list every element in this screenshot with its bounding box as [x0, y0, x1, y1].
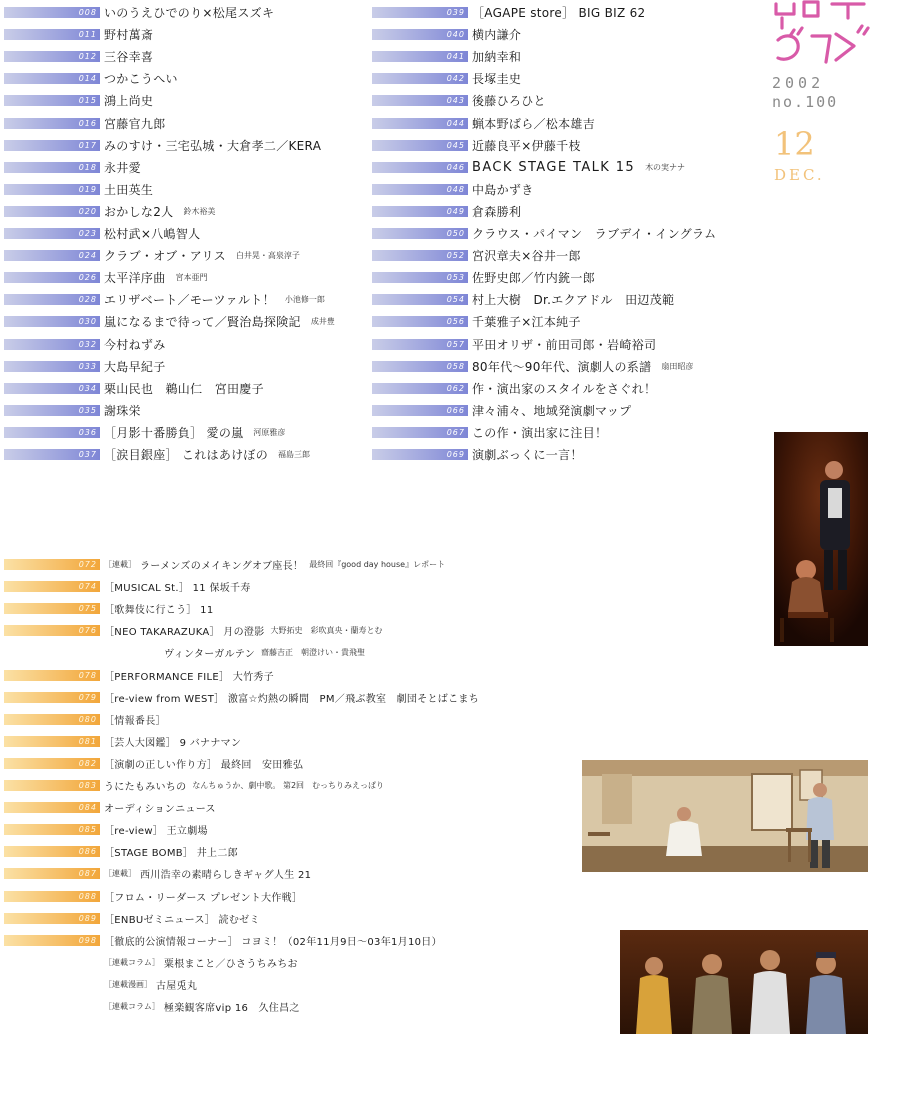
page-number-bar [4, 95, 100, 106]
contents-entry [4, 336, 166, 353]
entry-credit: 木の実ナナ [645, 162, 686, 172]
entry-title: 中島かずき [472, 182, 534, 197]
page-number: 035 [78, 405, 97, 415]
entry-title: 千葉雅子×江本純子 [472, 315, 581, 330]
contents-entry [372, 70, 521, 87]
entry-credit: 扇田昭彦 [661, 361, 694, 371]
page-number: 045 [446, 140, 465, 150]
page-number-bar [372, 228, 468, 239]
stage-photo-2 [582, 760, 868, 872]
entry-title: 鴻上尚史 [104, 94, 154, 109]
contents-entry [372, 291, 674, 308]
page-number-bar [372, 7, 468, 18]
contents-entry [372, 26, 521, 43]
contents-entry [4, 799, 216, 816]
contents-entry [4, 26, 153, 43]
entry-title: 謝珠栄 [104, 403, 141, 418]
contents-entry [4, 70, 178, 87]
contents-entry [4, 446, 310, 463]
page-number: 043 [446, 96, 465, 106]
entry-title: ［涙目銀座］ これはあけぼの [104, 448, 269, 462]
page-number-bar [372, 405, 468, 416]
contents-entry [372, 269, 595, 286]
entry-title: 加納幸和 [472, 50, 522, 65]
page-number: 056 [446, 317, 465, 327]
entry-title: 古屋兎丸 [156, 980, 198, 992]
entry-title: 村上大樹 Dr.エクアドル 田辺茂範 [472, 293, 675, 308]
page-number: 074 [78, 582, 97, 592]
entry-title: 永井愛 [104, 160, 141, 175]
page-number: 088 [78, 891, 97, 901]
entry-title: みのすけ・三宅弘城・大倉孝二／KERA [104, 138, 322, 153]
entry-title: ［徹底的公演情報コーナー］ コヨミ！（02年11月9日～03年1月10日） [104, 936, 442, 948]
entry-title: 長塚圭史 [472, 72, 522, 87]
entry-title: ［月影十番勝負］ 愛の嵐 [104, 425, 244, 440]
entry-title: ［ENBUゼミニュース］ 読むゼミ [104, 914, 260, 926]
page-number-bar [372, 73, 468, 84]
contents-entry [4, 402, 141, 419]
page-number-bar [4, 714, 100, 725]
page-number-bar [4, 824, 100, 835]
entry-title: 横内謙介 [472, 28, 522, 43]
contents-entry [372, 446, 583, 463]
contents-entry [372, 336, 656, 353]
contents-entry [4, 424, 285, 441]
contents-entry [4, 380, 264, 397]
entry-title: ［NEO TAKARAZUKA］ 月の澄影 [104, 627, 265, 639]
page-number: 067 [446, 427, 465, 437]
page-number: 062 [446, 383, 465, 393]
entry-title: 土田英生 [104, 182, 154, 197]
contents-entry [4, 115, 166, 132]
page-number: 042 [446, 74, 465, 84]
contents-column-3 [4, 552, 594, 1022]
entry-credit: 河原雅彦 [253, 427, 286, 437]
page-number: 079 [78, 692, 97, 702]
page-number-bar [372, 339, 468, 350]
entry-title: 作・演出家のスタイルをさぐれ！ [472, 381, 657, 396]
page-number-bar [372, 51, 468, 62]
contents-entry [372, 247, 581, 264]
contents-entry [4, 777, 384, 794]
page-number: 054 [446, 295, 465, 305]
page-number: 075 [78, 604, 97, 614]
entry-title: 松村武×八嶋智人 [104, 227, 201, 241]
contents-entry [4, 888, 302, 905]
page-number-bar [4, 692, 100, 703]
entry-title: ［re-view］ 王立劇場 [104, 826, 208, 838]
contents-entry [4, 865, 311, 882]
page-number: 034 [78, 383, 97, 393]
page-number-bar [372, 140, 468, 151]
page-number: 039 [446, 8, 465, 17]
contents-entry [4, 48, 153, 65]
page-number: 032 [78, 339, 97, 349]
series-label: ［連載コラム］ [104, 1002, 160, 1011]
page-number-bar [4, 736, 100, 747]
page-number: 082 [78, 758, 97, 768]
page-number-bar [372, 272, 468, 283]
entry-title: BACK STAGE TALK 15 [472, 159, 636, 175]
contents-entry [4, 733, 241, 750]
entry-title: つかこうへい [104, 72, 178, 87]
entry-title: 後藤ひろひと [472, 94, 546, 109]
page-number-bar [4, 846, 100, 857]
page-number-bar [4, 316, 100, 327]
page-number: 052 [446, 251, 465, 261]
contents-entry [4, 667, 274, 684]
contents-entry [372, 159, 685, 176]
entry-title: クラブ・オブ・アリス [104, 249, 226, 264]
page-number-bar [4, 449, 100, 460]
page-number: 017 [78, 140, 97, 150]
entry-title: 蝋本野ばら／松本雄吉 [472, 116, 596, 131]
page-number: 085 [78, 825, 97, 835]
page-number-bar [4, 891, 100, 902]
entry-title: この作・演出家に注目！ [472, 425, 608, 440]
contents-entry [4, 92, 153, 109]
page-number-bar [4, 228, 100, 239]
page-number: 076 [78, 626, 97, 636]
contents-entry [4, 821, 208, 838]
contents-entry [372, 48, 521, 65]
page-number: 016 [78, 118, 97, 128]
page-number-bar [4, 162, 100, 173]
page-number-bar [4, 581, 100, 592]
entry-title: エリザベート／モーツァルト！ [104, 293, 275, 308]
page-number-bar [4, 427, 100, 438]
issue-year: 2002 [772, 74, 825, 92]
contents-entry [4, 358, 166, 375]
entry-title: おかしな2人 [104, 204, 174, 219]
page-number-bar [4, 868, 100, 879]
contents-entry [164, 644, 365, 661]
entry-title: 粟根まこと／ひさうちみちお [163, 958, 298, 970]
page-number: 040 [446, 30, 465, 40]
page-number-bar [4, 780, 100, 791]
page-number-bar [4, 670, 100, 681]
page-number: 081 [78, 736, 97, 746]
contents-entry [372, 225, 716, 242]
entry-title: ［STAGE BOMB］ 井上二郎 [104, 848, 238, 860]
entry-title: クラウス・パイマン ラブデイ・イングラム [472, 227, 717, 241]
entry-title: 佐野史郎／竹内銃一郎 [472, 271, 596, 286]
entry-title: 平田オリザ・前田司郎・岩崎裕司 [472, 337, 657, 352]
page-number: 086 [78, 847, 97, 857]
entry-credit: 大野拓史 彩吹真央・蘭寿とむ [270, 626, 383, 636]
page-number: 018 [78, 162, 97, 172]
contents-entry [4, 181, 153, 198]
contents-entry [4, 137, 321, 154]
stage-photo-3 [620, 930, 868, 1034]
page-number: 058 [446, 361, 465, 371]
entry-title: 野村萬斎 [104, 28, 154, 43]
page-number: 008 [78, 8, 97, 17]
page-number-bar [4, 73, 100, 84]
contents-entry [372, 313, 581, 330]
entry-title: ［MUSICAL St.］ 11 保坂千寿 [104, 583, 251, 595]
entry-title: 倉森勝利 [472, 204, 522, 219]
issue-month: 12 [774, 125, 815, 163]
page-number-bar [4, 758, 100, 769]
contents-entry [4, 247, 300, 264]
page-number-bar [4, 913, 100, 924]
page-number: 044 [446, 118, 465, 128]
page-number: 080 [78, 714, 97, 724]
contents-entry [372, 358, 693, 375]
entry-credit: 宮本亜門 [175, 273, 208, 283]
page-number: 069 [446, 450, 465, 459]
contents-entry [372, 424, 607, 441]
entry-title: いのうえひでのり×松尾スズキ [104, 6, 275, 20]
entry-title: 今村ねずみ [104, 337, 166, 352]
page-number-bar [4, 250, 100, 261]
entry-title: 栗山民也 鵜山仁 宮田慶子 [104, 381, 264, 396]
page-number-bar [372, 316, 468, 327]
page-number: 057 [446, 339, 465, 349]
page-number: 033 [78, 361, 97, 371]
page-number: 083 [78, 781, 97, 790]
page-number: 037 [78, 450, 97, 459]
page-number: 020 [78, 206, 97, 216]
stage-photo-1 [774, 432, 868, 646]
entry-title: 宮沢章夫×谷井一郎 [472, 249, 581, 264]
page-number-bar [4, 405, 100, 416]
page-number: 089 [78, 913, 97, 923]
series-label: ［連載漫画］ [104, 979, 152, 989]
page-number-bar [4, 625, 100, 636]
magazine-logo [772, 0, 872, 66]
page-number-bar [4, 140, 100, 151]
stage-photo-1-image [774, 432, 868, 646]
entry-title: 三谷幸喜 [104, 50, 154, 65]
page-number: 028 [78, 295, 97, 305]
page-number-bar [4, 29, 100, 40]
page-number: 030 [78, 317, 97, 327]
contents-entry [372, 181, 534, 198]
page-number: 087 [78, 869, 97, 879]
page-number: 011 [78, 30, 97, 40]
series-label: ［連載］ [104, 869, 136, 879]
contents-entry [4, 203, 215, 220]
series-label: ［連載コラム］ [104, 957, 160, 967]
page-number-bar [372, 162, 468, 173]
page-number-bar [4, 802, 100, 813]
entry-credit: 小池修一郎 [284, 295, 325, 305]
page-number: 084 [78, 803, 97, 813]
entry-title: 宮藤官九郎 [104, 116, 166, 131]
page-number-bar [372, 383, 468, 394]
page-number: 036 [78, 427, 97, 437]
entry-title: 太平洋序曲 [104, 271, 166, 286]
page-number: 014 [78, 74, 97, 84]
contents-column-1 [4, 0, 374, 470]
entry-title: ［re-view from WEST］ 激富☆灼熱の瞬間 PM／飛ぶ教室 劇団そとばこまち [104, 693, 480, 705]
contents-entry [372, 380, 656, 397]
page-number-bar [4, 603, 100, 614]
page-number-bar [4, 383, 100, 394]
page-number: 066 [446, 405, 465, 415]
stage-photo-3-image [620, 930, 868, 1034]
entry-title: ［フロム・リーダース プレゼント大作戦］ [104, 892, 303, 904]
contents-entry [4, 159, 141, 176]
contents-entry [372, 115, 595, 132]
page-number: 049 [446, 206, 465, 216]
page-number-bar [4, 339, 100, 350]
contents-entry [4, 600, 214, 617]
entry-title: ［歌舞伎に行こう］ 11 [104, 605, 214, 617]
page-number-bar [372, 184, 468, 195]
page-number: 023 [78, 229, 97, 238]
issue-month-name: DEC. [774, 166, 825, 184]
contents-entry [372, 92, 546, 109]
page-number-bar [372, 427, 468, 438]
entry-credit: 最終回『good day house』レポート [309, 560, 446, 569]
page-number-bar [372, 294, 468, 305]
page-number: 078 [78, 670, 97, 680]
entry-title: 80年代～90年代、演劇人の系譜 [472, 359, 652, 374]
page-number: 012 [78, 52, 97, 62]
page-number-bar [4, 51, 100, 62]
contents-entry [4, 932, 442, 949]
contents-entry [4, 225, 200, 242]
stage-photo-2-image [582, 760, 868, 872]
contents-entry [372, 4, 645, 21]
contents-entry [372, 402, 631, 419]
entry-title: 西川浩幸の素晴らしきギャグ人生 21 [140, 870, 312, 882]
contents-entry [104, 976, 197, 993]
entry-title: ［芸人大図鑑］ 9 バナナマン [104, 737, 242, 749]
page-number-bar [372, 118, 468, 129]
contents-entry [104, 954, 298, 971]
series-label: ［連載］ [104, 560, 136, 569]
page-number: 019 [78, 184, 97, 194]
entry-credit: 成井豊 [310, 317, 335, 327]
page-number-bar [372, 206, 468, 217]
entry-title: 演劇ぶっくに一言！ [472, 448, 583, 462]
page-number: 050 [446, 229, 465, 238]
page-number-bar [4, 935, 100, 946]
contents-entry [372, 137, 581, 154]
contents-entry [4, 622, 383, 639]
contents-entry [4, 556, 445, 573]
contents-entry [4, 755, 303, 772]
page-number-bar [372, 449, 468, 460]
contents-entry [104, 998, 300, 1015]
page-number-bar [4, 206, 100, 217]
contents-entry [4, 711, 166, 728]
contents-entry [4, 910, 260, 927]
page-number-bar [4, 118, 100, 129]
entry-credit: 福島三郎 [278, 450, 311, 459]
entry-credit: 齋藤吉正 朝澄けい・貴飛聖 [261, 648, 365, 658]
page-number-bar [4, 294, 100, 305]
entry-title: 極楽観客席vip 16 久住昌之 [163, 1003, 300, 1014]
entry-credit: 鈴木裕美 [183, 206, 216, 216]
page-number-bar [372, 361, 468, 372]
page-number-bar [4, 184, 100, 195]
page-number: 015 [78, 96, 97, 106]
entry-title: ［PERFORMANCE FILE］ 大竹秀子 [104, 671, 274, 683]
page-number: 041 [446, 52, 465, 62]
page-number: 026 [78, 273, 97, 283]
page-number: 098 [78, 935, 97, 945]
contents-entry [4, 291, 325, 308]
contents-entry [4, 689, 479, 706]
contents-entry [4, 843, 238, 860]
page-number: 046 [446, 162, 465, 172]
entry-title: うにたもみいちの [104, 782, 187, 793]
entry-title: 津々浦々、地域発演劇マップ [472, 403, 632, 418]
page-number-bar [4, 272, 100, 283]
entry-title: オーディションニュース [104, 804, 216, 816]
entry-title: ヴィンターガルテン [164, 649, 255, 661]
entry-title: ラーメンズのメイキングオブ座長！ [140, 561, 304, 572]
contents-entry [4, 578, 251, 595]
page-number-bar [372, 95, 468, 106]
entry-title: ［情報番長］ [104, 715, 166, 727]
entry-title: 近藤良平×伊藤千枝 [472, 138, 581, 153]
entry-title: 大島早紀子 [104, 359, 166, 374]
page-number-bar [4, 559, 100, 570]
page-number-bar [4, 361, 100, 372]
contents-entry [372, 203, 521, 220]
issue-number: no.100 [772, 93, 839, 111]
contents-entry [4, 269, 208, 286]
entry-credit: なんちゅうか、劇中歌。 第2回 むっちりみえっぱり [192, 781, 385, 790]
page-number-bar [372, 29, 468, 40]
contents-column-2 [372, 0, 772, 470]
entry-title: ［演劇の正しい作り方］ 最終回 安田雅弘 [104, 759, 304, 771]
page-number-bar [4, 7, 100, 18]
entry-title: ［AGAPE store］ BIG BIZ 62 [472, 6, 646, 20]
page-number: 048 [446, 184, 465, 194]
contents-entry [4, 313, 335, 330]
page-number: 053 [446, 273, 465, 283]
page-number: 024 [78, 251, 97, 261]
entry-title: 嵐になるまで待って／賢治島探険記 [104, 315, 301, 330]
contents-entry [4, 4, 274, 21]
entry-credit: 白井晃・高泉淳子 [235, 251, 300, 261]
page-number-bar [372, 250, 468, 261]
page-number: 072 [78, 560, 97, 569]
